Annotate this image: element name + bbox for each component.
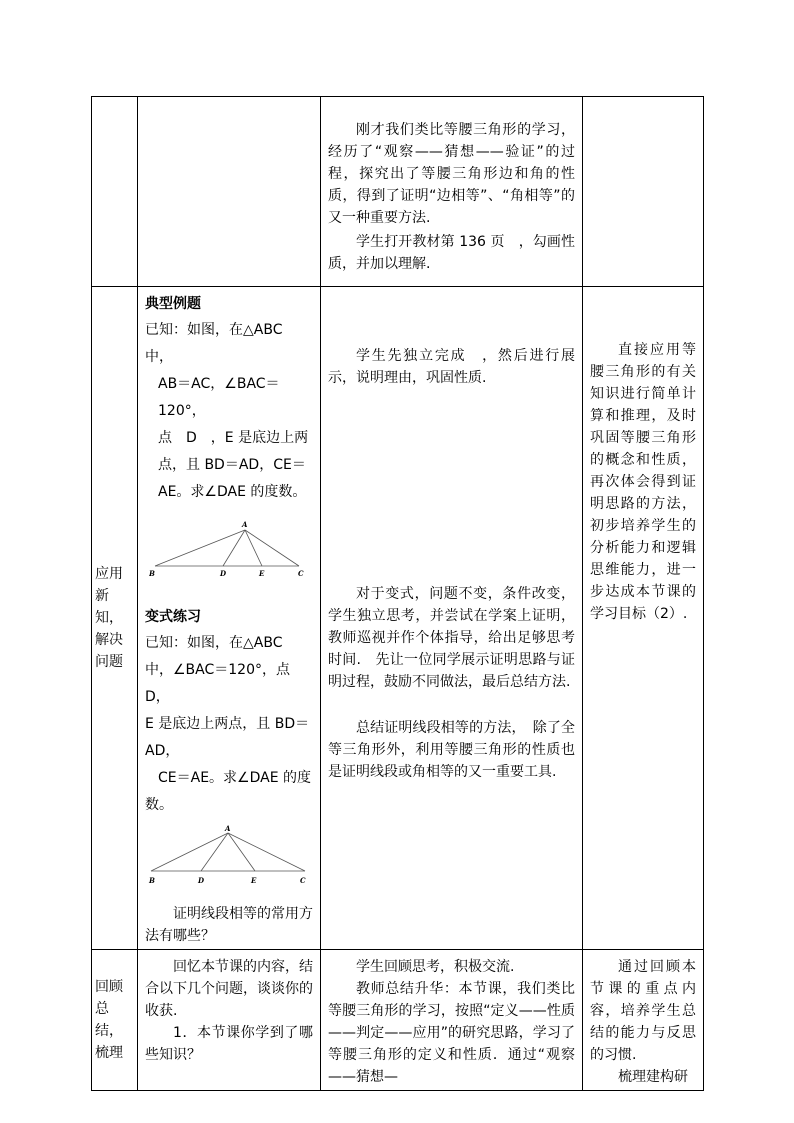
table-row-application <box>92 287 704 950</box>
variant-line: 中，∠BAC＝120°，点 D， <box>145 662 290 705</box>
intent-cell <box>583 950 704 1091</box>
intent-paragraph: 梳理建构研 <box>618 1069 688 1085</box>
intent-paragraph: 直接应用等腰三角形的有关知识进行简单计算和推理，及时巩固等腰三角形的概念和性质，再次体会得到证明思路的方法，初步培养学生的分析能力和逻辑思维能力，进一步达成本节课的学习目标（2）. <box>590 342 696 622</box>
example-line: 点，且 BD＝AD，CE＝ <box>158 457 306 473</box>
activity-paragraph: 学生回顾思考，积极交流. <box>356 959 515 975</box>
lesson-plan-table <box>91 96 704 1091</box>
example-triangle-figure <box>149 518 309 578</box>
figure-label-d: D <box>220 569 227 578</box>
figure-label-e: E <box>259 569 265 578</box>
activity-cell <box>321 950 583 1091</box>
example-line: 点 D ，E 是底边上两 <box>158 430 309 446</box>
content-paragraph: 1．本节课你学到了哪些知识？ <box>145 1025 313 1063</box>
activity-paragraph: 教师总结升华：本节课，我们类比等腰三角形的学习，按照“定义——性质——判定——应用”的研究思路，学习了等腰三角形的定义和性质．通过“观察——猜想— <box>328 981 575 1085</box>
figure-segment-ae <box>228 833 255 871</box>
activity-paragraph: 总结证明线段相等的方法， 除了全等三角形外，利用等腰三角形的性质也是证明线段或角相等的又一重要工具. <box>328 720 575 780</box>
stage-cell <box>92 287 138 950</box>
figure-label-c: C <box>300 876 306 885</box>
intent-paragraph: 通过回顾本节课的重点内容，培养学生总结的能力与反思的习惯. <box>590 959 696 1063</box>
figure-side-ab <box>155 530 245 566</box>
variant-line: 已知：如图，在△ABC <box>145 635 283 651</box>
activity-paragraph: 对于变式，问题不变，条件改变，学生独立思考，并尝试在学案上证明，教师巡视并作个体指导，给出足够思考时间. 先让一位同学展示证明思路与证明过程，鼓励不同做法，最后总结方法. <box>328 586 575 690</box>
activity-paragraph: 学生先独立完成 ，然后进行展示，说明理由，巩固性质. <box>328 348 575 386</box>
variant-line: AD， <box>145 743 180 759</box>
figure-label-d: D <box>198 876 205 885</box>
example-line: AB＝AC，∠BAC＝120°， <box>158 376 280 419</box>
activity-cell <box>321 287 583 950</box>
figure-segment-ad <box>223 530 245 566</box>
variant-triangle-figure <box>145 825 313 887</box>
variant-line: CE＝AE。求∠DAE 的度 <box>158 770 312 786</box>
stage-label: 应用新知，解决问题 <box>95 566 123 670</box>
content-paragraph: 回忆本节课的内容，结合以下几个问题，谈谈你的收获. <box>145 959 313 1019</box>
figure-side-ab <box>151 833 228 871</box>
figure-label-c: C <box>298 569 304 578</box>
figure-label-b: B <box>149 569 155 578</box>
example-heading: 典型例题 <box>145 296 201 312</box>
figure-side-ac <box>228 833 305 871</box>
variant-line: E 是底边上两点，且 BD＝ <box>145 716 310 732</box>
variant-heading: 变式练习 <box>145 609 201 625</box>
content-cell-empty <box>138 97 321 287</box>
activity-paragraph: 学生打开教材第 136 页 ，勾画性质，并加以理解. <box>328 234 575 272</box>
example-line: 已知：如图，在△ABC 中， <box>145 322 283 365</box>
variant-question: 证明线段相等的常用方法有哪些？ <box>145 906 313 944</box>
intent-cell-empty <box>583 97 704 287</box>
table-row-review <box>92 950 704 1091</box>
intent-cell <box>583 287 704 950</box>
figure-label-a: A <box>242 520 248 529</box>
content-cell <box>138 287 321 950</box>
figure-label-a: A <box>225 825 231 833</box>
variant-line: 数。 <box>145 797 173 813</box>
table-row-intro <box>92 97 704 287</box>
figure-label-b: B <box>149 876 155 885</box>
stage-cell <box>92 950 138 1091</box>
activity-paragraph: 刚才我们类比等腰三角形的学习，经历了“观察——猜想——验证”的过程，探究出了等腰三角形边和角的性质，得到了证明“边相等”、“角相等”的又一种重要方法. <box>328 122 575 226</box>
example-line: AE。求∠DAE 的度数。 <box>158 484 307 500</box>
stage-cell-empty <box>92 97 138 287</box>
figure-label-e: E <box>251 876 257 885</box>
figure-segment-ad <box>201 833 228 871</box>
stage-label: 回顾总结，梳理 <box>95 979 123 1061</box>
content-cell <box>138 950 321 1091</box>
activity-cell <box>321 97 583 287</box>
